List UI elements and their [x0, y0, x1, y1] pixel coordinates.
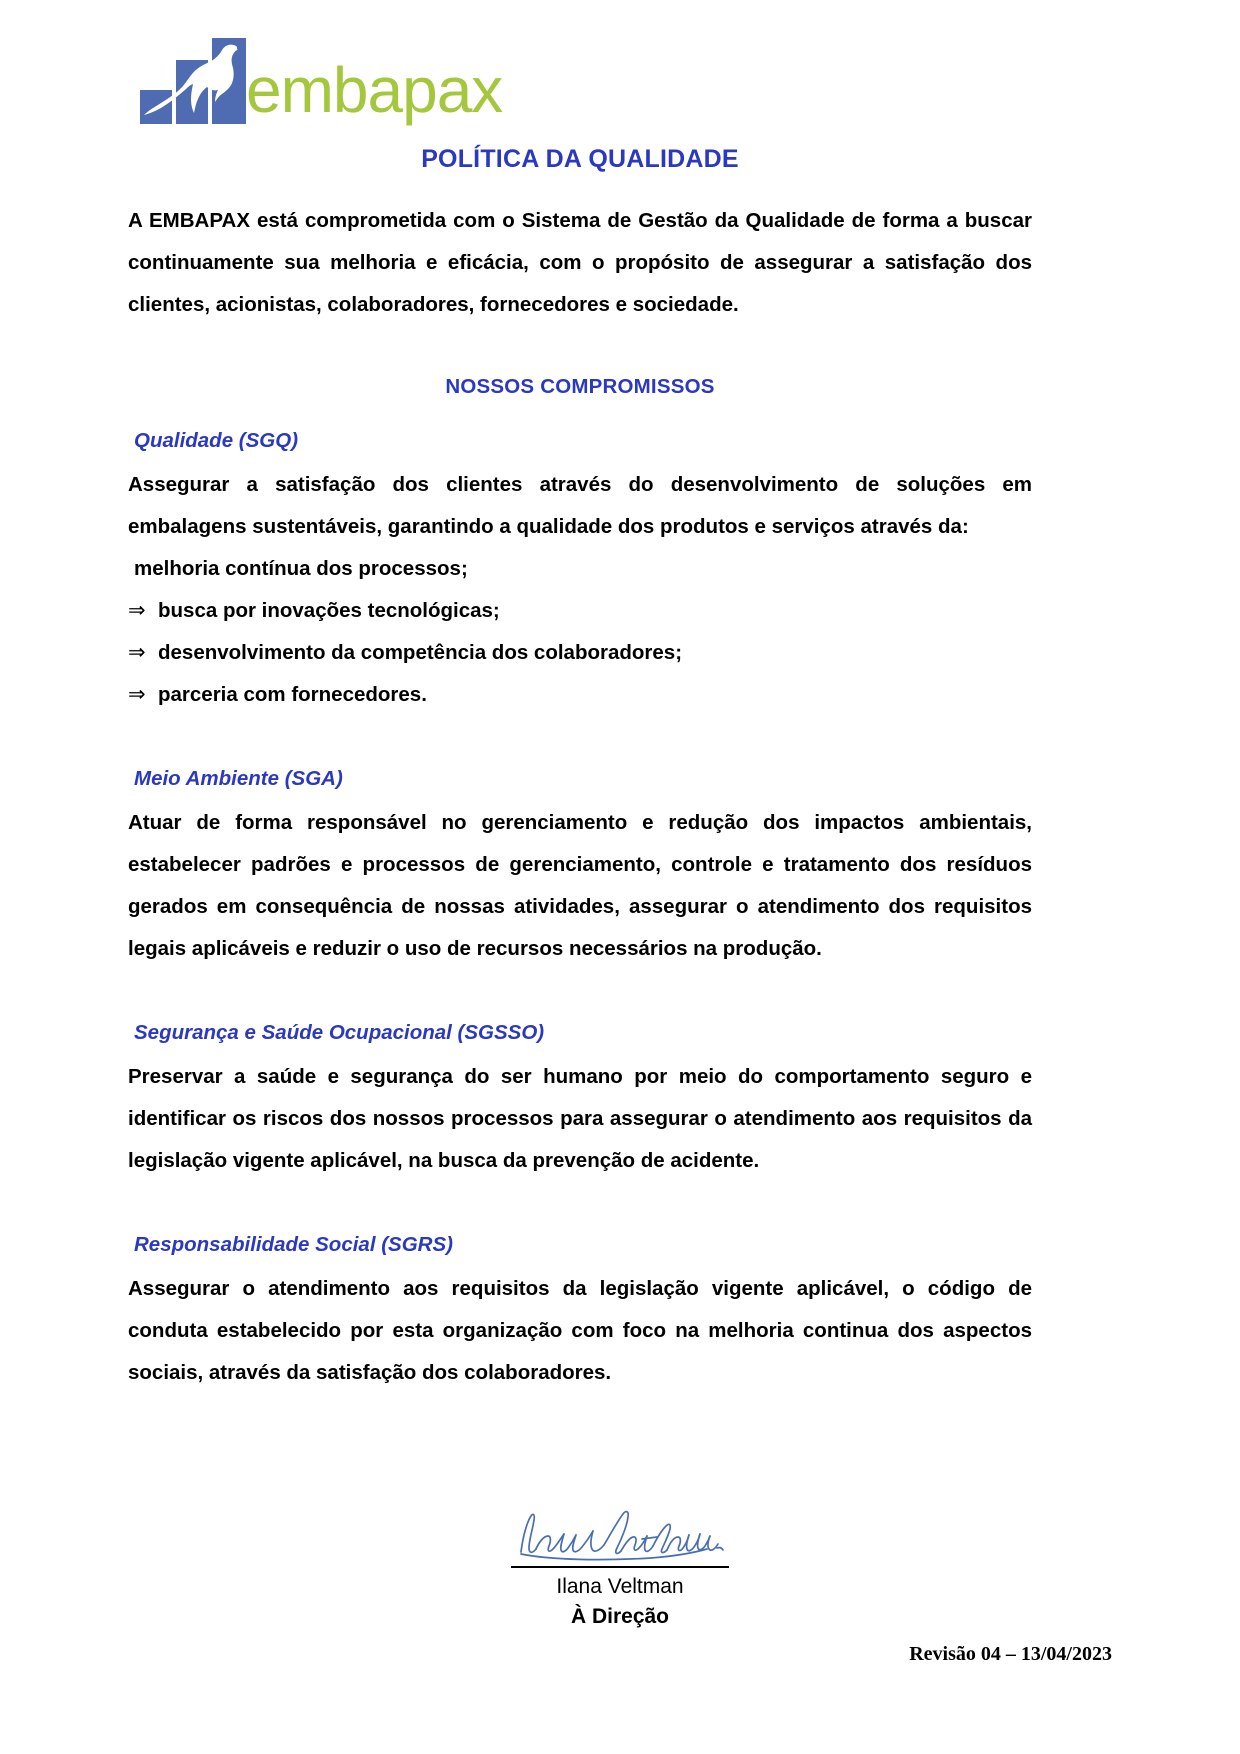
- signature-wrapper: [511, 1508, 729, 1632]
- bullet-list-sgq: [128, 548, 1032, 716]
- revision-footer: Revisão 04 – 13/04/2023: [909, 1643, 1112, 1665]
- list-item-label: busca por inovações tecnológicas;: [158, 599, 500, 622]
- section-body-sgq: Assegurar a satisfação dos clientes através do desenvolvimento de soluções em embalagens sustentáveis, garantindo a qualidade dos produtos e serviços através da:: [128, 473, 1032, 538]
- section-heading-sga: Meio Ambiente (SGA): [134, 767, 343, 790]
- section-heading-sgq: Qualidade (SGQ): [134, 429, 299, 452]
- list-item-label: parceria com fornecedores.: [158, 683, 427, 706]
- section-sga: [128, 762, 1032, 970]
- double-arrow-icon: ⇒: [128, 641, 146, 664]
- signature-block: [0, 1508, 1240, 1632]
- section-body-sga: Atuar de forma responsável no gerenciamento e redução dos impactos ambientais, estabelecer padrões e processos de gerenciamento, controle e tratamento dos resíduos gerados em consequência de nossas atividades, assegurar o atendimento dos requisitos legais aplicáveis e reduzir o uso de recursos necessários na produção.: [128, 811, 1032, 960]
- list-item-label: desenvolvimento da competência dos colaboradores;: [158, 641, 683, 664]
- list-item: [128, 548, 1032, 590]
- list-item: [128, 590, 1032, 632]
- list-item: [128, 632, 1032, 674]
- section-heading-sgrs: Responsabilidade Social (SGRS): [134, 1233, 453, 1256]
- kangaroo-bars-logo-icon: [140, 34, 252, 124]
- list-item: [128, 674, 1032, 716]
- section-body-sgrs: Assegurar o atendimento aos requisitos da legislação vigente aplicável, o código de conduta estabelecido por esta organização com foco na melhoria continua dos aspectos sociais, através da satisfação dos colaboradores.: [128, 1277, 1032, 1384]
- company-logo: [140, 28, 502, 124]
- section-sgsso: [128, 1016, 1032, 1182]
- handwritten-signature-icon: [511, 1508, 729, 1566]
- double-arrow-icon: ⇒: [128, 599, 146, 622]
- double-arrow-icon: ⇒: [128, 683, 146, 706]
- section-sgq: [128, 424, 1032, 716]
- page-title: POLÍTICA DA QUALIDADE: [421, 145, 739, 173]
- intro-paragraph: A EMBAPAX está comprometida com o Sistema de Gestão da Qualidade de forma a buscar continuamente sua melhoria e eficácia, com o propósito de assegurar a satisfação dos clientes, acionistas, colaboradores, fornecedores e sociedade.: [128, 209, 1032, 316]
- logo-wordmark: embapax: [246, 54, 503, 126]
- signature-rule: [511, 1566, 729, 1568]
- section-body-sgsso: Preservar a saúde e segurança do ser humano por meio do comportamento seguro e identificar os riscos dos nossos processos para assegurar o atendimento aos requisitos da legislação vigente aplicável, na busca da prevenção de acidente.: [128, 1065, 1032, 1172]
- commitments-heading: NOSSOS COMPROMISSOS: [445, 375, 715, 398]
- list-item-label: melhoria contínua dos processos;: [134, 557, 468, 580]
- signatory-role: À Direção: [570, 1605, 670, 1628]
- signatory-name: Ilana Veltman: [556, 1575, 684, 1598]
- section-heading-sgsso: Segurança e Saúde Ocupacional (SGSSO): [134, 1021, 545, 1044]
- section-sgrs: [128, 1228, 1032, 1394]
- document-body: [128, 144, 1032, 1394]
